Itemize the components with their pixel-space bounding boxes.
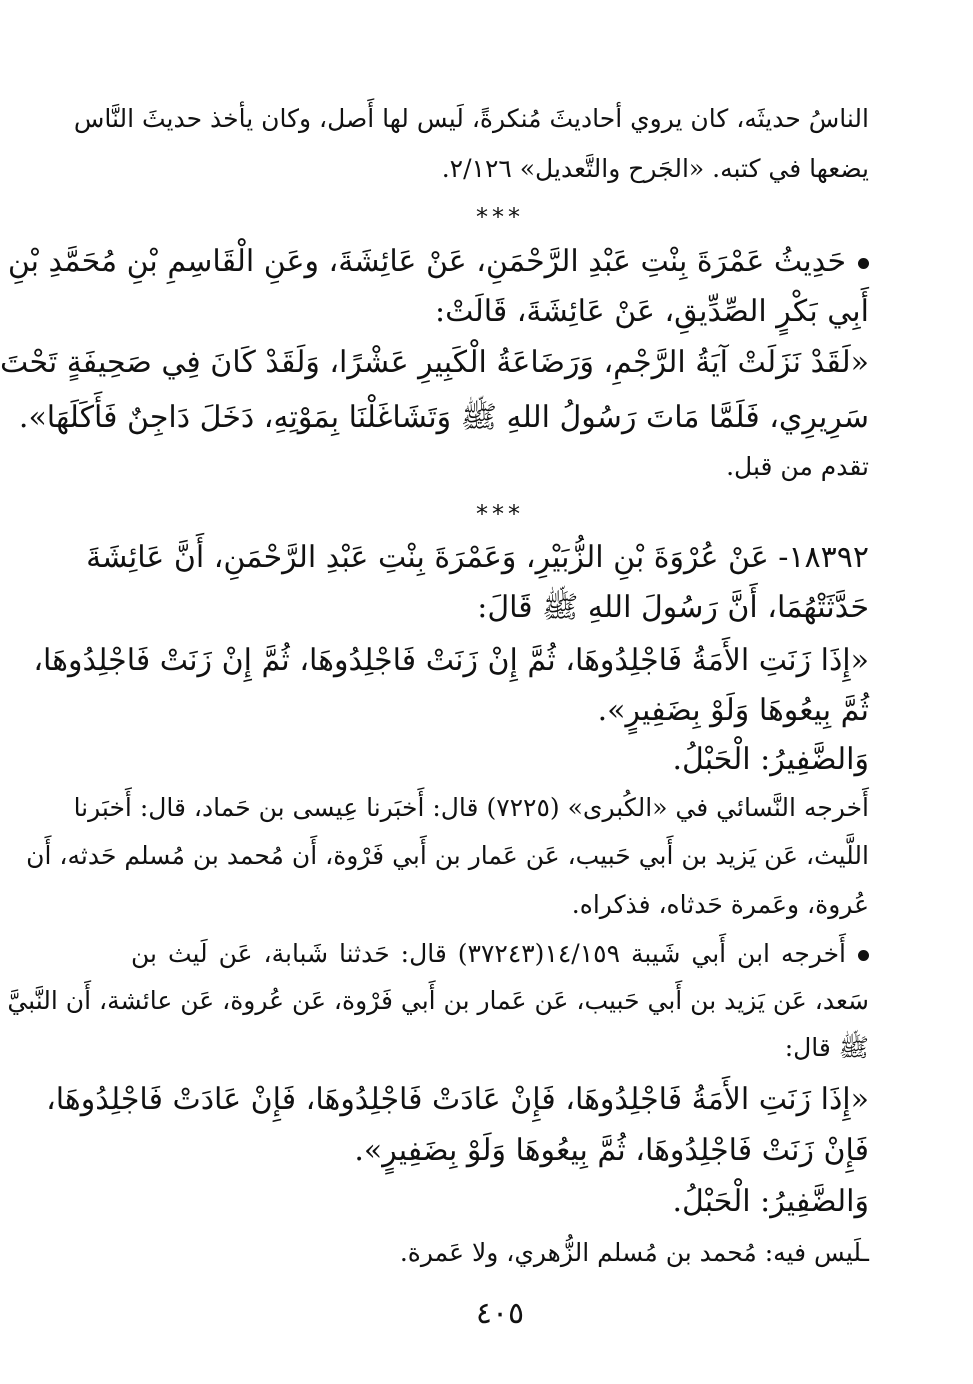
hadith-heading-line: ١٨٣٩٢- عَنْ عُرْوَةَ بْنِ الزُّبَيْرِ، وَعَمْرَةَ بِنْتِ عَبْدِ الرَّحْمَنِ، أَنَّ عَائِشَةَ [86, 540, 869, 575]
bullet-icon [858, 258, 869, 269]
hadith-text-line: فَإِنْ زَنَتْ فَاجْلِدُوهَا، ثُمَّ بِيعُوهَا وَلَوْ بِضَفِيرٍ». [354, 1133, 869, 1168]
hadith-heading-text: حَدِيثُ عَمْرَةَ بِنْتِ عَبْدِ الرَّحْمَنِ، عَنْ عَائِشَةَ، وعَنِ الْقَاسِمِ بْنِ مُحَمَّدِ بْنِ [7, 244, 846, 279]
hadith-heading-line [7, 244, 869, 280]
hadith-text-line: «إِذَا زَنَتِ الأَمَةُ فَاجْلِدُوهَا، فَإِنْ عَادَتْ فَاجْلِدُوهَا، فَإِنْ عَادَتْ فَاجْلِدُوهَا، [46, 1082, 869, 1117]
text-line: الناسُ حديثَه، كان يروي أحاديثَ مُنكرةً، لَيس لها أَصل، وكان يأخذ حديثَ النَّاس [73, 104, 869, 133]
hadith-text-line: وَالضَّفِيرُ: الْحَبْلُ. [672, 1184, 869, 1219]
hadith-heading-line: حَدَّثَتْهُمَا، أَنَّ رَسُولَ اللهِ ﷺ قَالَ: [477, 590, 869, 625]
text-line: يضعها في كتبه. «الجَرح والتَّعديل» ٢/١٢٦. [441, 154, 869, 183]
section-separator: *** [476, 203, 524, 231]
text-line: عُروة، وعَمرة حَدثاه، فذكراه. [571, 890, 869, 919]
text-line [131, 939, 869, 969]
text-line: ﷺ قال: [784, 1033, 869, 1062]
section-separator: *** [476, 500, 524, 528]
text-line: ـلَيس فيه: مُحمد بن مُسلم الزُّهري، ولا عَمرة. [399, 1238, 869, 1267]
text-line: تقدم من قبل. [726, 452, 869, 481]
bullet-icon [858, 950, 869, 961]
page-number: ٤٠٥ [475, 1296, 525, 1331]
hadith-text-line: سَرِيرِي، فَلَمَّا مَاتَ رَسُولُ اللهِ ﷺ وَتَشَاغَلْنَا بِمَوْتِهِ، دَخَلَ دَاجِنٌ فَأَكَلَهَا». [18, 400, 869, 435]
text-line: سَعد، عَن يَزيد بن أَبي حَبيب، عَن عَمار بن أَبي فَرْوة، عَن عُروة، عَن عائشة، أَن النَّبيَّ [7, 986, 869, 1015]
hadith-text-line: «لَقَدْ نَزَلَتْ آيَةُ الرَّجْمِ، وَرَضَاعَةُ الْكَبِيرِ عَشْرًا، وَلَقَدْ كَانَ فِي صَحِيفَةٍ تَحْتَ [0, 345, 869, 380]
text-line: اللَّيث، عَن يَزيد بن أَبي حَبيب، عَن عَمار بن أَبي فَرْوة، أَن مُحمد بن مُسلم حَدثه، أَن [26, 841, 869, 870]
text-line: أَخرجه النَّسائي في «الكُبرى» (٧٢٢٥) قال: أَخبَرنا عِيسى بن حَماد، قال: أَخبَرنا [73, 793, 869, 822]
hadith-text-line: «إِذَا زَنَتِ الأَمَةُ فَاجْلِدُوهَا، ثُمَّ إِنْ زَنَتْ فَاجْلِدُوهَا، ثُمَّ إِنْ زَنَتْ فَاجْلِدُوهَا، [33, 643, 869, 678]
text-line-content: أَخرجه ابن أَبي شَيبة ١٤/١٥٩(٣٧٢٤٣) قال: حَدثنا شَبابة، عَن لَيث بن [131, 939, 846, 968]
hadith-text-line: وَالضَّفِيرُ: الْحَبْلُ. [672, 742, 869, 777]
hadith-text-line: ثُمَّ بِيعُوهَا وَلَوْ بِضَفِيرٍ». [597, 693, 869, 728]
hadith-heading-line: أَبِي بَكْرٍ الصِّدِّيقِ، عَنْ عَائِشَةَ، قَالَتْ: [435, 294, 869, 329]
